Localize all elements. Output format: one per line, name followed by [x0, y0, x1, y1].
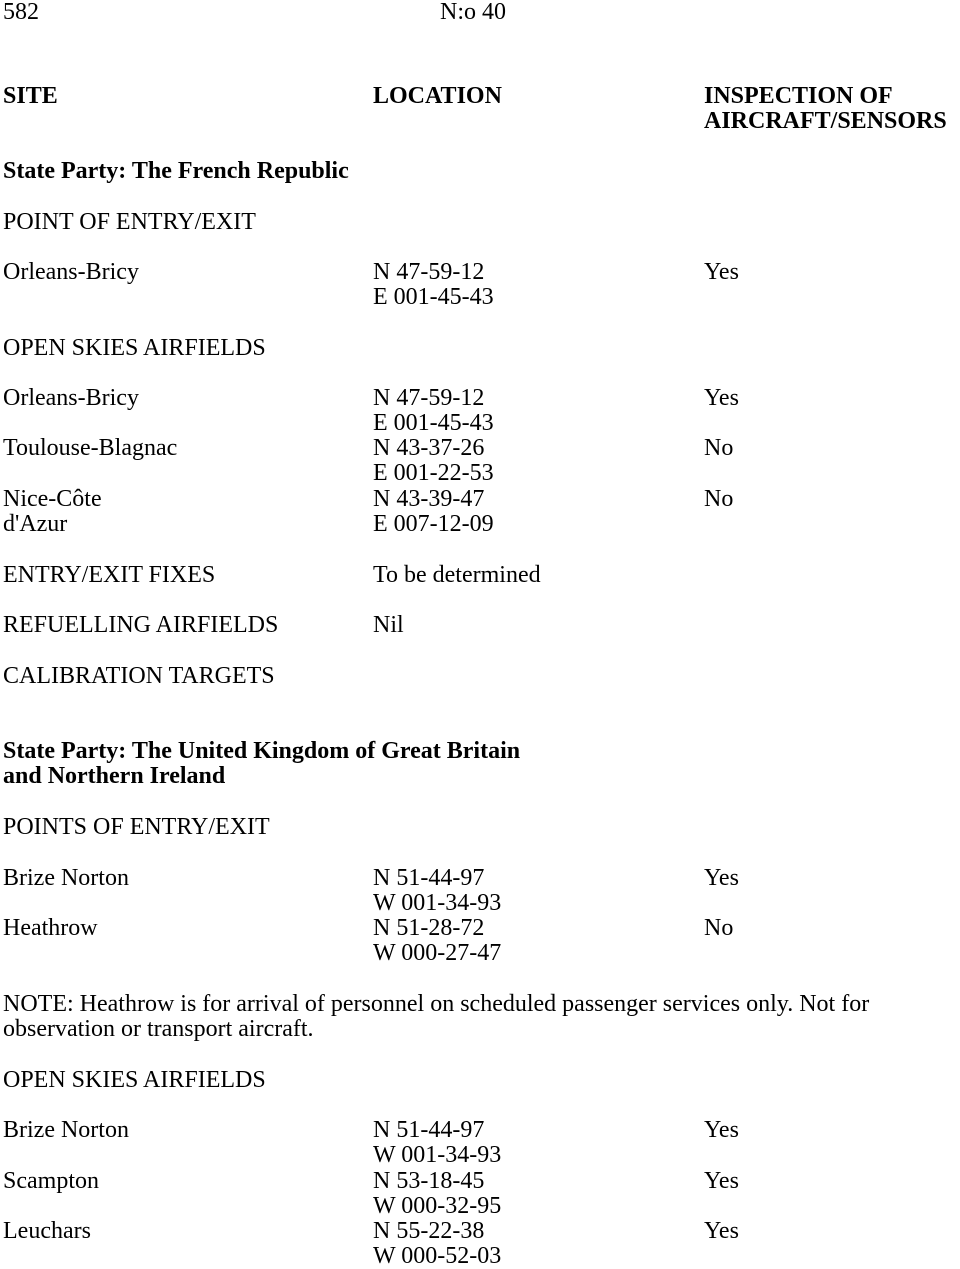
site-name: Heathrow	[3, 915, 98, 941]
heathrow-note-continued: observation or transport aircraft.	[3, 1016, 314, 1042]
inspection-value: Yes	[704, 865, 739, 891]
calibration-targets-label: CALIBRATION TARGETS	[3, 663, 275, 689]
longitude: E 001-45-43	[373, 410, 494, 436]
inspection-value: Yes	[704, 1218, 739, 1244]
inspection-value: Yes	[704, 1117, 739, 1143]
inspection-value: Yes	[704, 385, 739, 411]
longitude: W 000-52-03	[373, 1243, 502, 1269]
longitude: E 007-12-09	[373, 511, 494, 537]
site-name: Leuchars	[3, 1218, 91, 1244]
site-name: Orleans-Bricy	[3, 385, 139, 411]
state-party-uk-heading: State Party: The United Kingdom of Great Britain	[3, 738, 521, 764]
entry-exit-fixes-value: To be determined	[373, 562, 541, 588]
state-party-uk-heading-continued: and Northern Ireland	[3, 763, 226, 789]
heathrow-note: NOTE: Heathrow is for arrival of personnel on scheduled passenger services only. Not for	[3, 991, 870, 1017]
france-points-heading: POINT OF ENTRY/EXIT	[3, 209, 256, 235]
uk-airfields-heading: OPEN SKIES AIRFIELDS	[3, 1067, 266, 1093]
latitude: N 47-59-12	[373, 385, 485, 411]
uk-points-heading: POINTS OF ENTRY/EXIT	[3, 814, 270, 840]
site-name: Scampton	[3, 1168, 99, 1194]
inspection-value: No	[704, 915, 734, 941]
column-heading-location: LOCATION	[373, 83, 502, 109]
site-name: Brize Norton	[3, 1117, 129, 1143]
refuelling-airfields-label: REFUELLING AIRFIELDS	[3, 612, 279, 638]
latitude: N 55-22-38	[373, 1218, 485, 1244]
france-airfields-heading: OPEN SKIES AIRFIELDS	[3, 335, 266, 361]
latitude: N 53-18-45	[373, 1168, 485, 1194]
inspection-value: No	[704, 435, 734, 461]
site-name: Nice-Côte	[3, 486, 102, 512]
latitude: N 51-44-97	[373, 1117, 485, 1143]
state-party-france-heading: State Party: The French Republic	[3, 158, 349, 184]
latitude: N 51-28-72	[373, 915, 485, 941]
longitude: E 001-45-43	[373, 284, 494, 310]
longitude: W 001-34-93	[373, 890, 502, 916]
site-name: Brize Norton	[3, 865, 129, 891]
site-name-continued: d'Azur	[3, 511, 68, 537]
site-name: Toulouse-Blagnac	[3, 435, 178, 461]
latitude: N 43-39-47	[373, 486, 485, 512]
site-name: Orleans-Bricy	[3, 259, 139, 285]
issue-number: N:o 40	[440, 0, 506, 25]
latitude: N 51-44-97	[373, 865, 485, 891]
latitude: N 43-37-26	[373, 435, 485, 461]
inspection-value: Yes	[704, 259, 739, 285]
latitude: N 47-59-12	[373, 259, 485, 285]
longitude: E 001-22-53	[373, 460, 494, 486]
page-number: 582	[3, 0, 39, 25]
longitude: W 000-32-95	[373, 1193, 502, 1219]
column-heading-inspection-line2: AIRCRAFT/SENSORS	[704, 108, 947, 134]
inspection-value: No	[704, 486, 734, 512]
inspection-value: Yes	[704, 1168, 739, 1194]
longitude: W 000-27-47	[373, 940, 502, 966]
column-heading-inspection-line1: INSPECTION OF	[704, 83, 893, 109]
longitude: W 001-34-93	[373, 1142, 502, 1168]
column-heading-site: SITE	[3, 83, 58, 109]
refuelling-airfields-value: Nil	[373, 612, 404, 638]
entry-exit-fixes-label: ENTRY/EXIT FIXES	[3, 562, 216, 588]
